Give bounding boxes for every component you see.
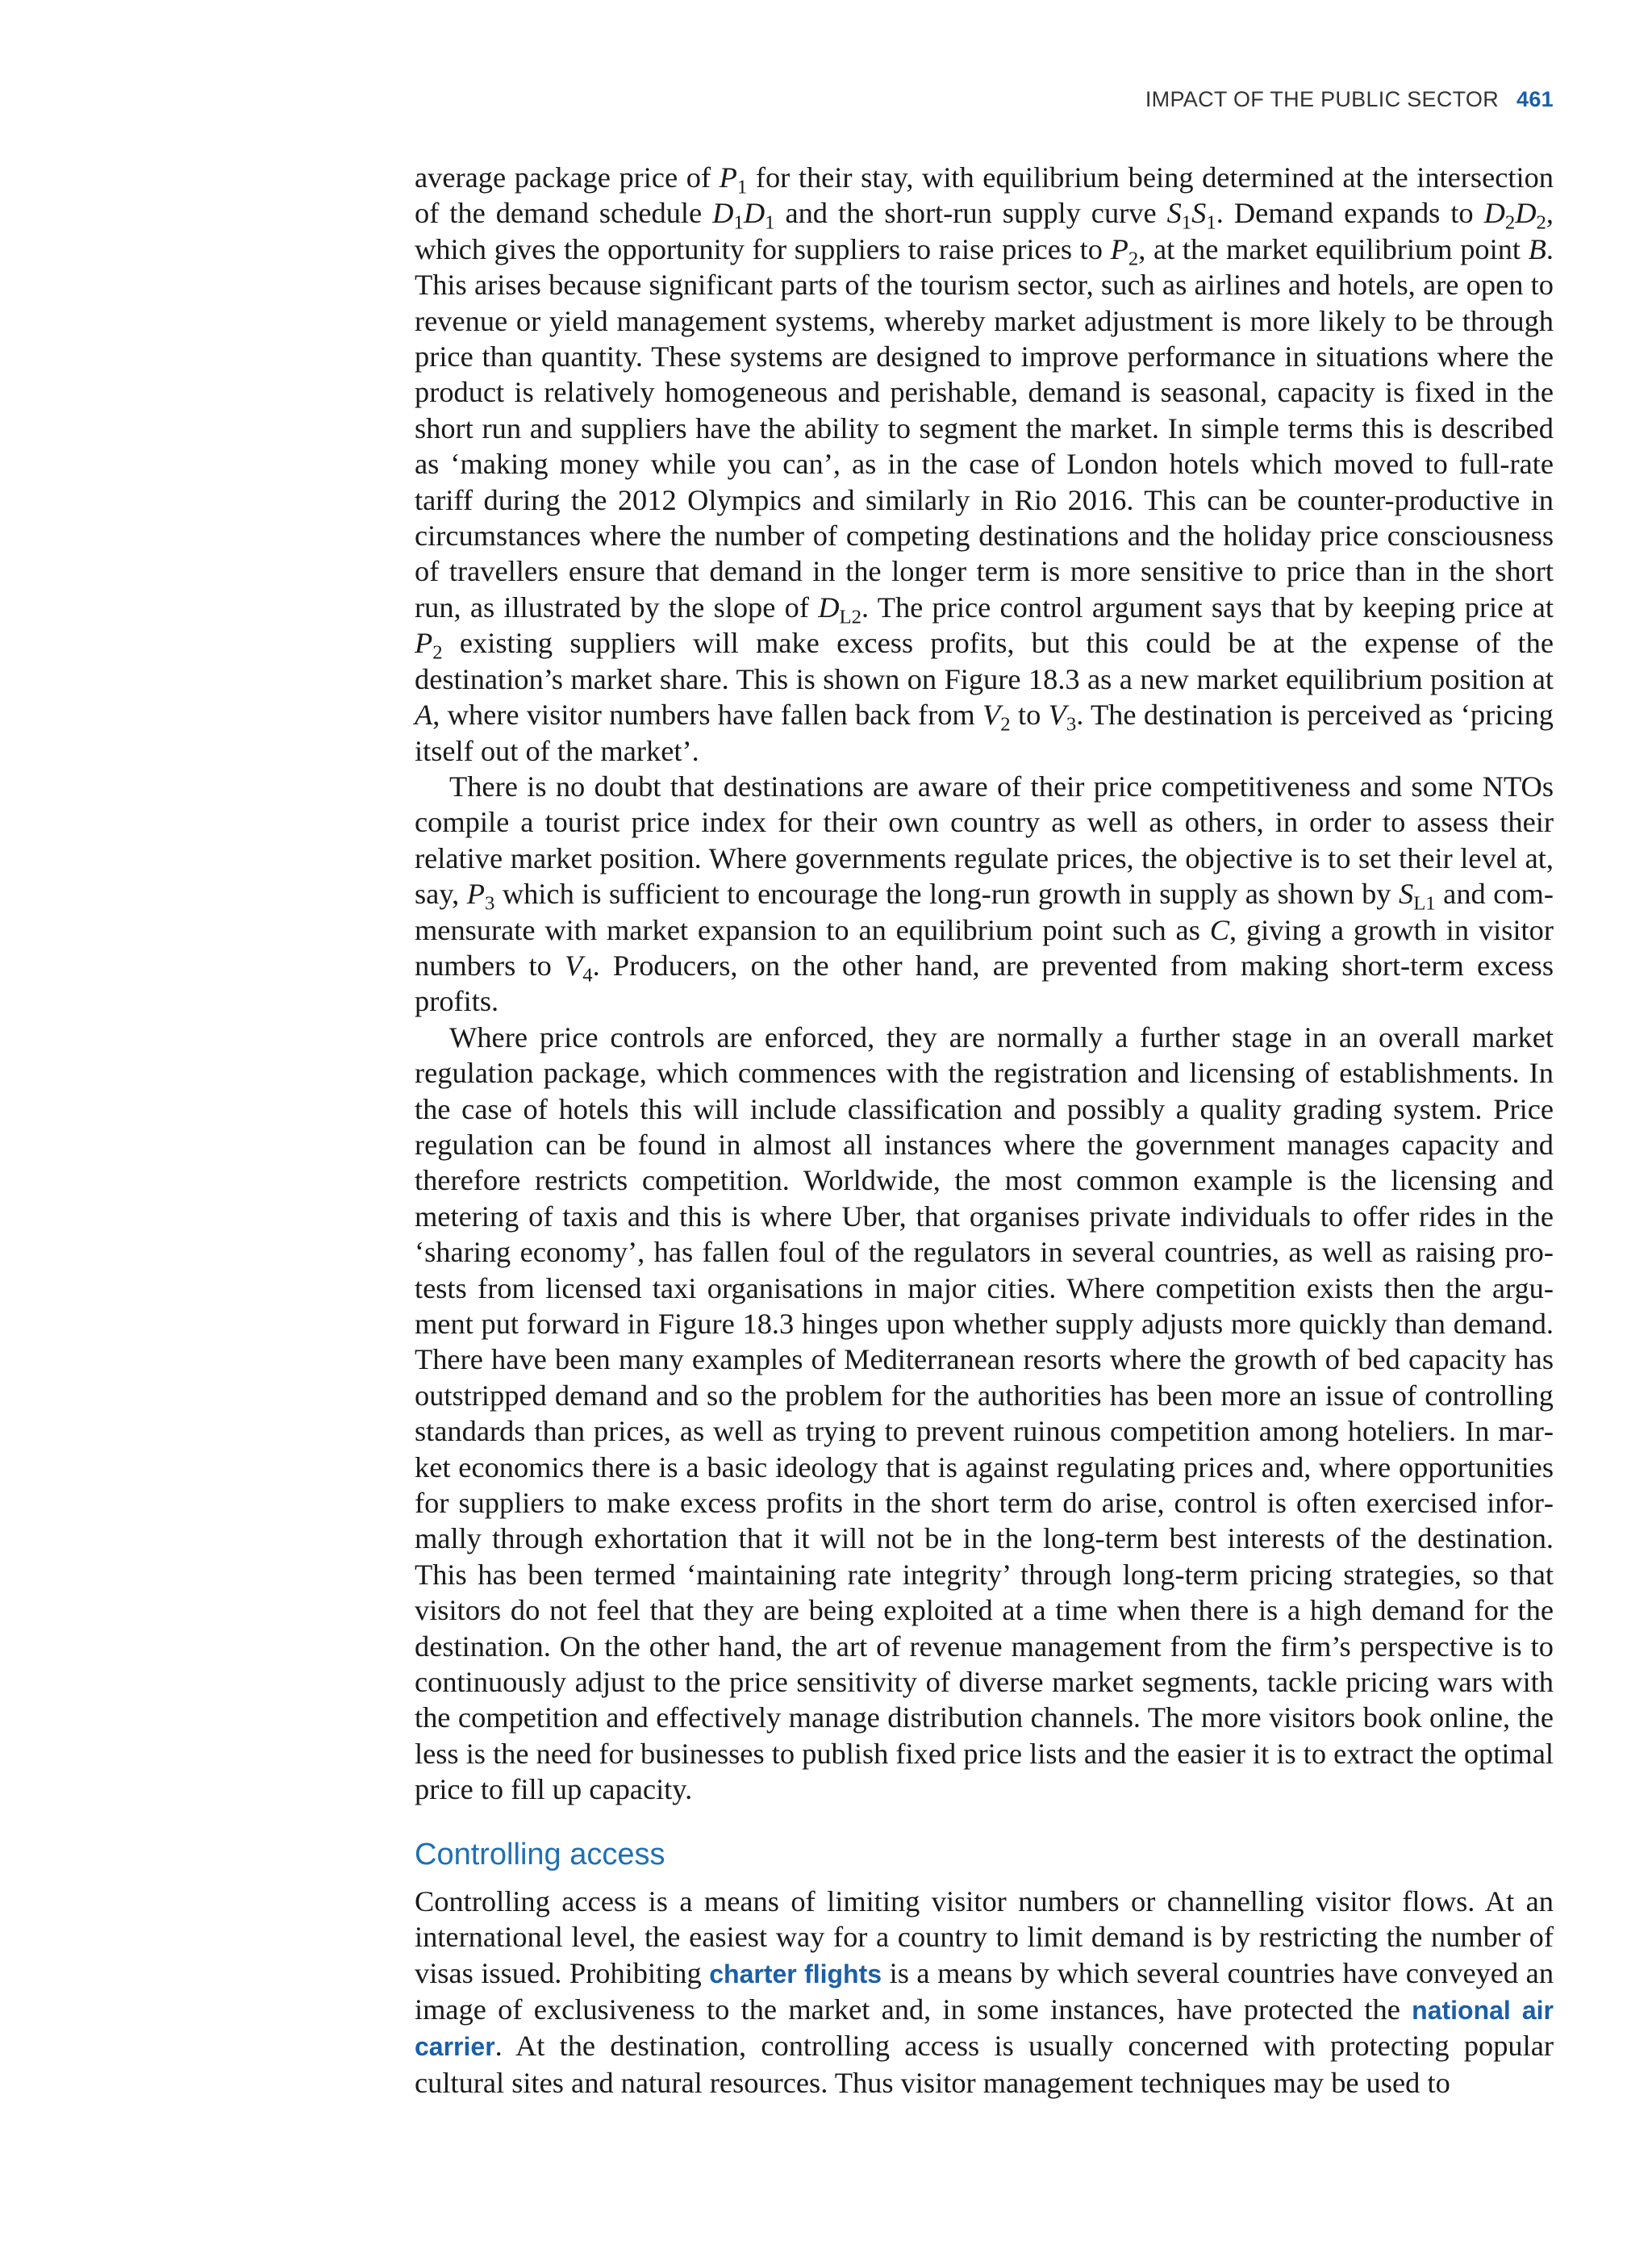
page-number: 461 [1516, 87, 1554, 111]
section-text-2: is a means by which several countries have conveyed an image of exclusiveness to the market and, in some instances, have protected the [415, 1956, 1554, 2026]
section-heading: Controlling access [415, 1837, 665, 1872]
section-paragraph [415, 1884, 1554, 2101]
section-text-3: . At the destination, controlling access is usually concerned with protecting popular cultural sites and natural resources. Thus visitor management techniques may be used to [415, 2030, 1554, 2099]
keyword-charter-flights[interactable]: charter flights [709, 1959, 882, 1988]
running-header [1145, 87, 1554, 112]
running-title: IMPACT OF THE PUBLIC SECTOR [1145, 87, 1500, 111]
paragraph-2: There is no doubt that destinations are aware of their price competitiveness and some NTOs compile a tourist price index for their own country as well as others, in order to assess their relative market position. Where governments regulate prices, the objective is to set their level at, say, $P_3$ which is sufficient to encourage the long-run growth in supply as shown by $S_{L1}$ and commensurate with market expansion to an equilibrium point such as C, giving a growth in visitor numbers to $V_4$. Producers, on the other hand, are prevented from making short-term excess profits. [415, 770, 1554, 1018]
body-text [415, 160, 1554, 2101]
keyword-national-air-carrier[interactable]: national air carrier [415, 1995, 1554, 2062]
paragraph-3: Where price controls are enforced, they are normally a further stage in an overall market regulation package, which commences with the registration and licensing of establishments. In the case of hotels this will include classification and possibly a quality grading system. Price regulation can be found in almost all instances where the government manages capacity and therefore restricts competition. Worldwide, the most common example is the licensing and metering of taxis and this is where Uber, that organises private individuals to offer rides in the ‘sharing economy’, has fallen foul of the regulators in several countries, as well as raising protests from licensed taxi organisations in major cities. Where competition exists then the argument put forward in Figure 18.3 hinges upon whether supply adjusts more quickly than demand. There have been many examples of Mediterranean resorts where the growth of bed capacity has outstripped demand and so the problem for the authorities has been more an issue of controlling standards than prices, as well as trying to prevent ruinous competition among hoteliers. In market economics there is a basic ideology that is against regulating prices and, where opportunities for suppliers to make excess profits in the short term do arise, control is often exercised informally through exhortation that it will not be in the long-term best interests of the destination. This has been termed ‘maintaining rate integrity’ through long-term pricing strategies, so that visitors do not feel that they are being exploited at a time when there is a high demand for the destination. On the other hand, the art of revenue management from the firm’s perspective is to continuously adjust to the price sensitivity of diverse market segments, tackle pricing wars with the competition and effectively manage distribution channels. The more visitors book online, the less is the need for businesses to publish fixed price lists and the easier it is to extract the optimal price to fill up capacity. [415, 1020, 1554, 1806]
paragraph-1: average package price of $P_1$ for their stay, with equilibrium being determined at the intersection of the demand schedule $D_1D_1$ and the short-run supply curve $S_1S_1$. Demand expands to $D_2D_2$, which gives the opportunity for suppliers to raise prices to $P_2$, at the market equilibrium point B. This arises because significant parts of the tourism sector, such as airlines and hotels, are open to revenue or yield management systems, whereby market adjustment is more likely to be through price than quantity. These systems are designed to improve performance in situations where the product is relatively homogeneous and perishable, demand is seasonal, capacity is fixed in the short run and suppliers have the ability to segment the market. In simple terms this is described as ‘making money while you can’, as in the case of London hotels which moved to full-rate tariff during the 2012 Olympics and similarly in Rio 2016. This can be counter-productive in circumstances where the number of competing destinations and the holiday price consciousness of travellers ensure that demand in the longer term is more sensitive to price than in the short run, as illustrated by the slope of $D_{L2}$. The price control argument says that by keeping price at $P_2$ existing suppliers will make excess profits, but this could be at the expense of the destination’s market share. This is shown on Figure 18.3 as a new market equilibrium position at A, where visitor numbers have fallen back from $V_2$ to $V_3$. The destination is perceived as ‘pricing itself out of the market’. [415, 161, 1554, 767]
section-text-1: Controlling access is a means of limiting visitor numbers or channelling visitor flows. At an international level, the easiest way for a country to limit demand is by restricting the number of visas issued. Prohibiting [415, 1884, 1554, 1989]
